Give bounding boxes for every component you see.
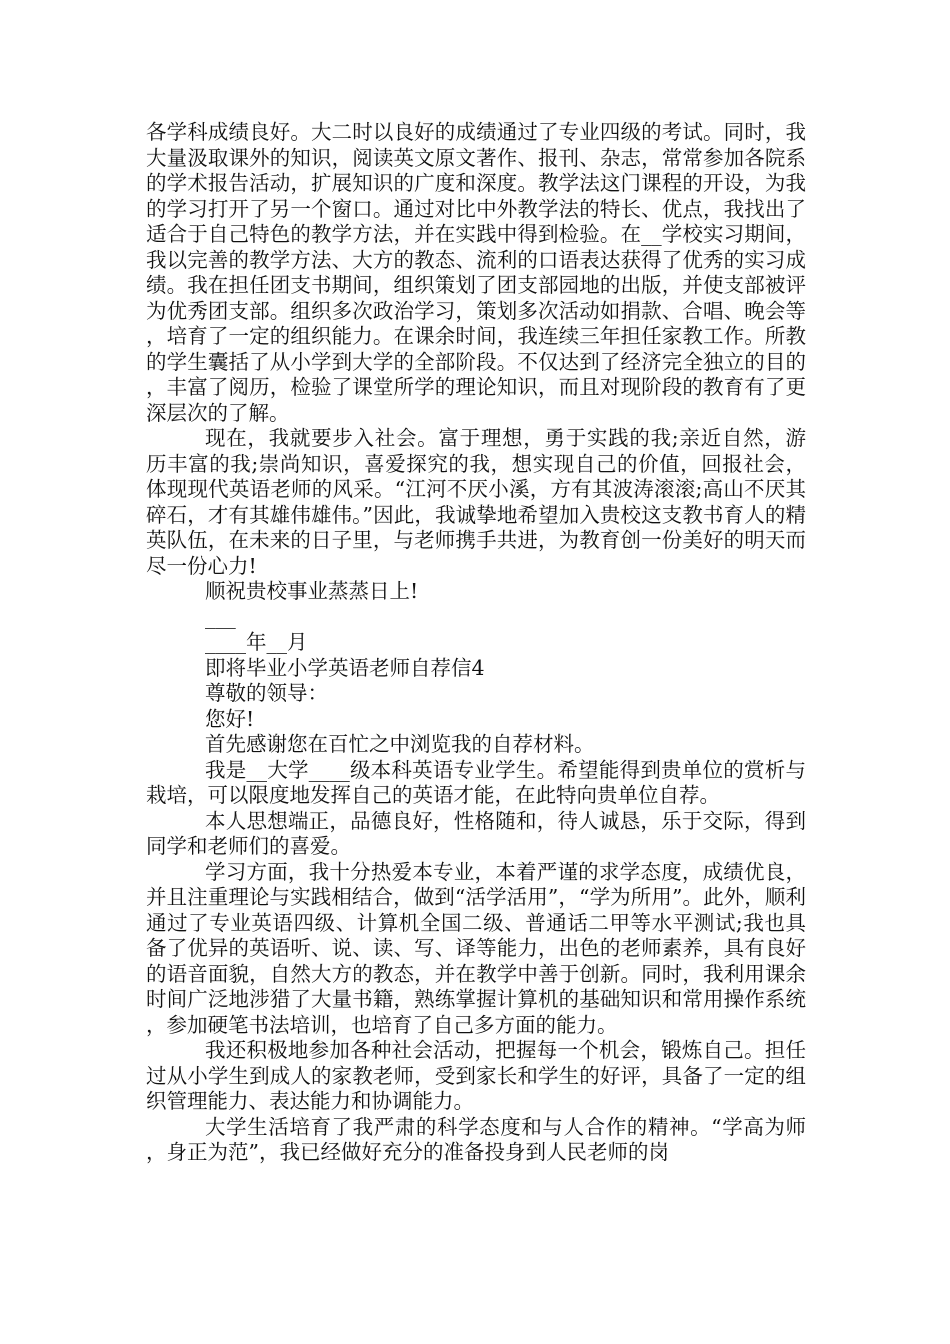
salutation: 尊敬的领导： [205, 681, 328, 705]
letter-title: 即将毕业小学英语老师自荐信4 [205, 655, 485, 680]
body-paragraph: 我还积极地参加各种社会活动，把握每一个机会，锻炼自己。担任过从小学生到成人的家教老师，受到家长和学生的好评，具备了一定的组织管理能力、表达能力和协调能力。 [146, 1038, 806, 1113]
closing-wish: 顺祝贵校事业蒸蒸日上! [205, 579, 419, 603]
body-paragraph: 我是__大学____级本科英语专业学生。希望能得到贵单位的赏析与栽培，可以限度地发挥自己的英语才能，在此特向贵单位自荐。 [146, 757, 806, 807]
body-paragraph: 大学生活培育了我严肃的科学态度和与人合作的精神。“学高为师，身正为范”，我已经做好充分的准备投身到人民老师的岗 [146, 1114, 806, 1164]
greeting: 您好! [205, 706, 255, 731]
body-paragraph: 现在，我就要步入社会。富于理想，勇于实践的我;亲近自然，游历丰富的我;崇尚知识，喜爱探究的我，想实现自己的价值，回报社会，体现现代英语老师的风采。“江河不厌小溪，方有其波涛滚滚;高山不厌其碎石，才有其雄伟雄伟。”因此，我诚挚地希望加入贵校这支教书育人的精英队伍，在未来的日子里，与老师携手共进，为教育创一份美好的明天而尽一份心力! [146, 426, 806, 578]
body-paragraph: 学习方面，我十分热爱本专业，本着严谨的求学态度，成绩优良，并且注重理论与实践相结合，做到“活学活用”，“学为所用”。此外，顺利通过了专业英语四级、计算机全国二级、普通话二甲等水平测试;我也具备了优异的英语听、说、读、写、译等能力，出色的老师素养，具有良好的语音面貌，自然大方的教态，并在教学中善于创新。同时，我利用课余时间广泛地涉猎了大量书籍，熟练掌握计算机的基础知识和常用操作系统，参加硬笔书法培训，也培育了自己多方面的能力。 [146, 859, 806, 1037]
document-page [146, 120, 806, 1166]
date-line: ____年__月 [205, 630, 308, 654]
body-paragraph: 各学科成绩良好。大二时以良好的成绩通过了专业四级的考试。同时，我大量汲取课外的知识，阅读英文原文著作、报刊、杂志，常常参加各院系的学术报告活动，扩展知识的广度和深度。教学法这门课程的开设，为我的学习打开了另一个窗口。通过对比中外教学法的特长、优点，我找出了适合于自己特色的教学方法，并在实践中得到检验。在__学校实习期间，我以完善的教学方法、大方的教态、流利的口语表达获得了优秀的实习成绩。我在担任团支书期间，组织策划了团支部园地的出版，并使支部被评为优秀团支部。组织多次政治学习，策划多次活动如捐款、合唱、晚会等，培育了一定的组织能力。在课余时间，我连续三年担任家教工作。所教的学生囊括了从小学到大学的全部阶段。不仅达到了经济完全独立的目的，丰富了阅历，检验了课堂所学的理论知识，而且对现阶段的教育有了更深层次的了解。 [146, 120, 806, 425]
signature-blank: ___ [205, 604, 236, 629]
intro-line: 首先感谢您在百忙之中浏览我的自荐材料。 [205, 732, 595, 756]
body-paragraph: 本人思想端正，品德良好，性格随和，待人诚恳，乐于交际，得到同学和老师们的喜爱。 [146, 808, 806, 858]
